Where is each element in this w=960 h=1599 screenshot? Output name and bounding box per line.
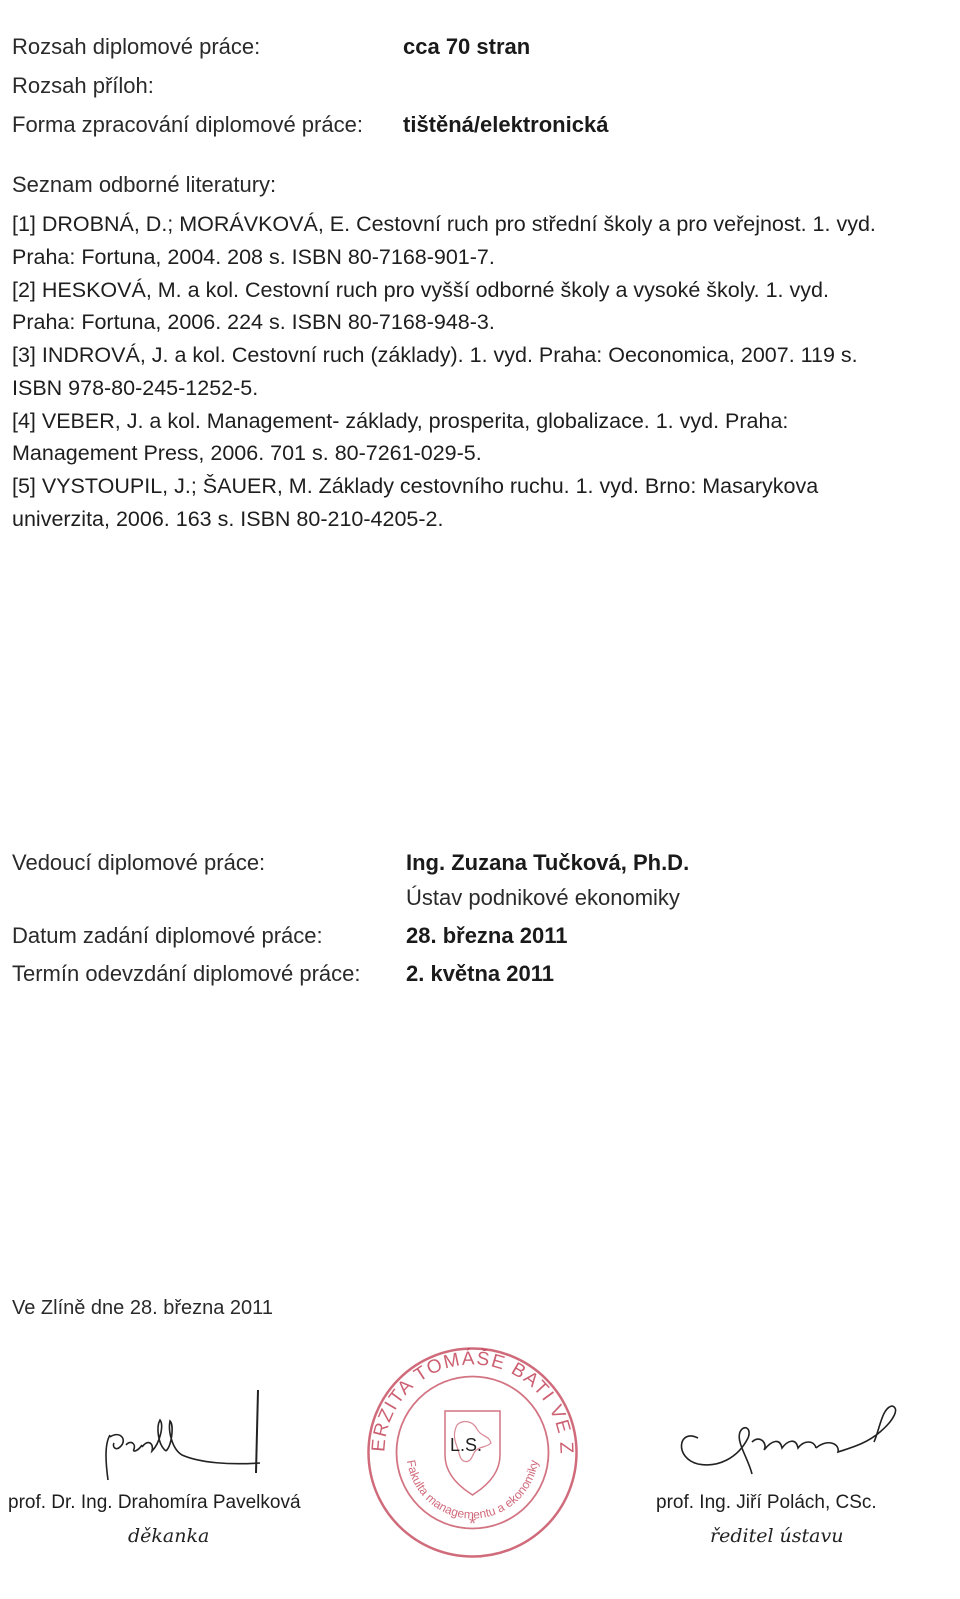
supervisor-name: Ing. Zuzana Tučková, Ph.D. <box>406 850 690 875</box>
literature-line: Management Press, 2006. 701 s. 80-7261-029-5. <box>12 441 482 465</box>
director-role: ředitel ústavu <box>710 1525 844 1547</box>
place-date: Ve Zlíně dne 28. března 2011 <box>12 1297 273 1319</box>
literature-line: [3] INDROVÁ, J. a kol. Cestovní ruch (základy). 1. vyd. Praha: Oeconomica, 2007. 119 s. <box>12 343 858 367</box>
scope-value: cca 70 stran <box>403 34 531 59</box>
literature-line: [1] DROBNÁ, D.; MORÁVKOVÁ, E. Cestovní ruch pro střední školy a pro veřejnost. 1. vyd. <box>12 212 876 236</box>
supervisor-label: Vedoucí diplomové práce: <box>12 850 266 875</box>
stamp-outer-text: ERZITA TOMÁŠE BATI VE Z <box>368 1348 577 1456</box>
svg-text:*: * <box>468 1514 477 1534</box>
literature-line: univerzita, 2006. 163 s. ISBN 80-210-4205-2. <box>12 507 444 531</box>
stamp-ls-mark: L.S. <box>450 1435 483 1455</box>
scope-label: Rozsah diplomové práce: <box>12 34 261 59</box>
university-stamp <box>365 1345 580 1560</box>
form-label: Forma zpracování diplomové práce: <box>12 112 363 137</box>
form-value: tištěná/elektronická <box>403 112 609 137</box>
dean-name: prof. Dr. Ing. Drahomíra Pavelková <box>8 1492 301 1513</box>
literature-line: Praha: Fortuna, 2004. 208 s. ISBN 80-7168-901-7. <box>12 245 495 269</box>
literature-line: Praha: Fortuna, 2006. 224 s. ISBN 80-7168-948-3. <box>12 310 495 334</box>
literature-line: [5] VYSTOUPIL, J.; ŠAUER, M. Základy cestovního ruchu. 1. vyd. Brno: Masarykova <box>12 474 819 498</box>
director-name: prof. Ing. Jiří Polách, CSc. <box>656 1492 877 1513</box>
literature-heading: Seznam odborné literatury: <box>12 172 277 197</box>
attachments-label: Rozsah příloh: <box>12 73 154 98</box>
deadline-value: 2. května 2011 <box>406 961 555 986</box>
assigned-date-label: Datum zadání diplomové práce: <box>12 923 323 948</box>
supervisor-department: Ústav podnikové ekonomiky <box>406 885 680 910</box>
assigned-date-value: 28. března 2011 <box>406 923 568 948</box>
dean-role: děkanka <box>128 1525 210 1547</box>
dean-signature <box>90 1385 280 1485</box>
stamp-inner-text: Fakulta managementu a ekonomiky <box>403 1458 542 1522</box>
director-signature <box>668 1398 908 1478</box>
deadline-label: Termín odevzdání diplomové práce: <box>12 961 361 986</box>
literature-line: ISBN 978-80-245-1252-5. <box>12 376 259 400</box>
literature-line: [4] VEBER, J. a kol. Management- základy, prosperita, globalizace. 1. vyd. Praha: <box>12 409 789 433</box>
literature-line: [2] HESKOVÁ, M. a kol. Cestovní ruch pro vyšší odborné školy a vysoké školy. 1. vyd. <box>12 278 829 302</box>
